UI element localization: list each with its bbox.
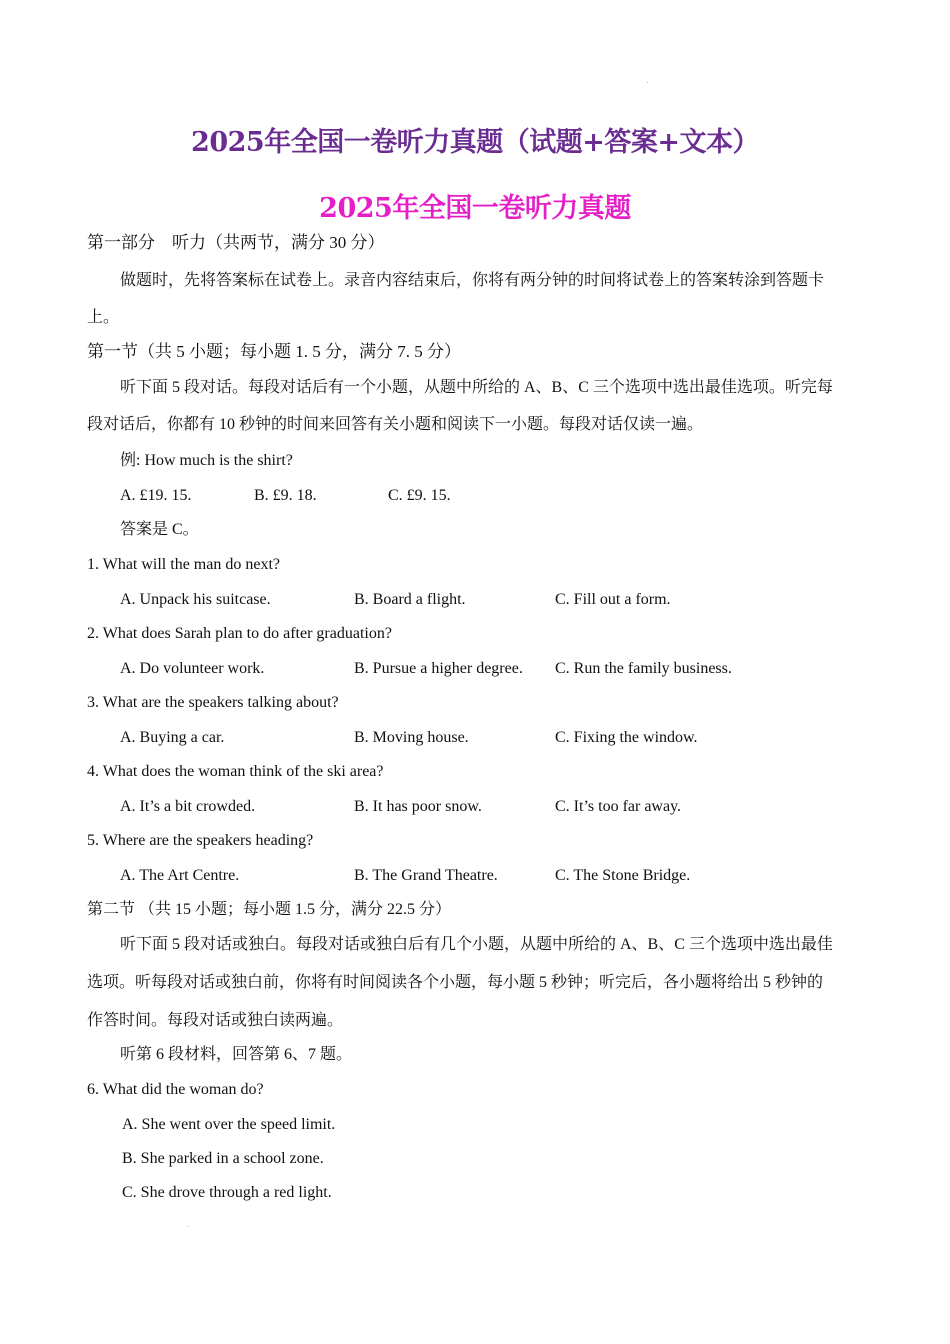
section2-instruction-line1: 听下面 5 段对话或独白。每段对话或独白后有几个小题，从题中所给的 A、B、C 三个选项中选出最佳 [120,936,833,953]
section1-instruction-line1: 听下面 5 段对话。每段对话后有一个小题，从题中所给的 A、B、C 三个选项中选出最佳选项。听完每 [120,379,833,396]
q5-option-c: C. The Stone Bridge. [555,867,691,884]
q1-option-c: C. Fill out a form. [555,591,671,608]
instruction1-line1: 做题时，先将答案标在试卷上。录音内容结束后，你将有两分钟的时间将试卷上的答案转涂到答题卡 [120,272,825,289]
q5-option-a: A. The Art Centre. [120,867,240,884]
q4-option-b: B. It has poor snow. [354,798,482,815]
q1-option-b: B. Board a flight. [354,591,466,608]
q4-option-a: A. It’s a bit crowded. [120,798,256,815]
question-6: 6. What did the woman do? [87,1081,264,1098]
q2-option-c: C. Run the family business. [555,660,732,677]
q3-option-c: C. Fixing the window. [555,729,698,746]
section2-instruction-line3: 作答时间。每段对话或独白读两遍。 [87,1012,344,1029]
example-answer: 答案是 C。 [120,521,199,538]
material6-intro: 听第 6 段材料，回答第 6、7 题。 [120,1046,353,1063]
instruction1-line2: 上。 [87,309,120,326]
example-option-b: B. £9. 18. [254,487,317,504]
q3-option-a: A. Buying a car. [120,729,225,746]
scan-dot [647,82,648,83]
question-1: 1. What will the man do next? [87,556,280,573]
section1-instruction-line2: 段对话后，你都有 10 秒钟的时间来回答有关小题和阅读下一小题。每段对话仅读一遍。 [87,416,704,433]
q5-option-b: B. The Grand Theatre. [354,867,498,884]
question-5: 5. Where are the speakers heading? [87,832,314,849]
q1-option-a: A. Unpack his suitcase. [120,591,271,608]
question-3: 3. What are the speakers talking about? [87,694,339,711]
sub-title: 2025年全国一卷听力真题 [319,193,631,224]
q2-option-a: A. Do volunteer work. [120,660,265,677]
section2-heading: 第二节 （共 15 小题；每小题 1.5 分，满分 22.5 分） [87,901,452,918]
example-option-c: C. £9. 15. [388,487,451,504]
q6-option-a: A. She went over the speed limit. [122,1116,336,1133]
part1-heading: 第一部分 听力（共两节，满分 30 分） [87,233,385,252]
question-2: 2. What does Sarah plan to do after graduation? [87,625,392,642]
section1-heading: 第一节（共 5 小题；每小题 1. 5 分，满分 7. 5 分） [87,342,461,361]
q3-option-b: B. Moving house. [354,729,469,746]
main-title: 2025年全国一卷听力真题（试题+答案+文本） [191,127,759,158]
q6-option-b: B. She parked in a school zone. [122,1150,324,1167]
scan-dot [188,1226,189,1227]
q4-option-c: C. It’s too far away. [555,798,682,815]
section2-instruction-line2: 选项。听每段对话或独白前，你将有时间阅读各个小题，每小题 5 秒钟；听完后，各小题将给出 5 秒钟的 [87,974,824,991]
q6-option-c: C. She drove through a red light. [122,1184,332,1201]
q2-option-b: B. Pursue a higher degree. [354,660,523,677]
example-question: 例: How much is the shirt? [120,452,293,469]
question-4: 4. What does the woman think of the ski area? [87,763,384,780]
example-option-a: A. £19. 15. [120,487,192,504]
